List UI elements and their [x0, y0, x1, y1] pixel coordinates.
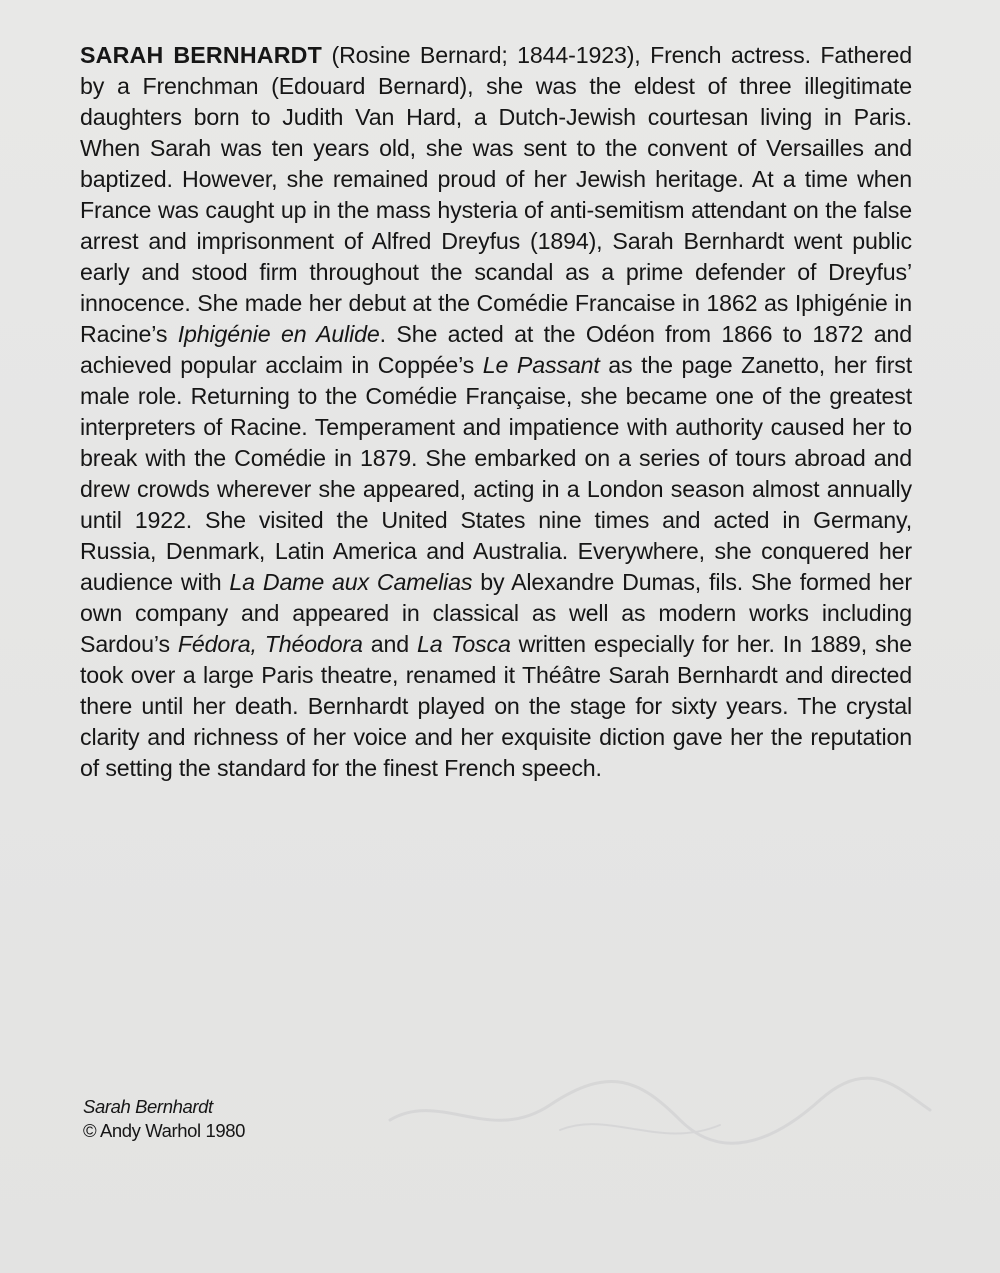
- bio-segment: by Alexandre Dumas, fils. She formed her own company and appeared in classical as well as modern works including Sardou’s: [80, 569, 912, 657]
- caption-credit: © Andy Warhol 1980: [83, 1120, 246, 1141]
- work-title: Fédora, Théodora: [177, 631, 363, 657]
- subject-name: SARAH BERNHARDT: [80, 42, 322, 68]
- bio-segment: and: [362, 631, 417, 657]
- bio-segment: . She acted at the Odéon from 1866 to 1872 and achieved popular acclaim in Coppée’s: [80, 321, 912, 378]
- work-title: La Tosca: [416, 631, 511, 657]
- bio-segment: (Rosine Bernard; 1844-1923), French actress. Fathered by a Frenchman (Edouard Bernard), she was the eldest of three illegitimate daughters born to Judith Van Hard, a Dutch-Jewish courtesan living in Paris. When Sarah was ten years old, she was sent to the convent of Versailles and baptized. However, she remained proud of her Jewish heritage. At a time when France was caught up in the mass hysteria of anti-semitism attendant on the false arrest and imprisonment of Alfred Dreyfus (1894), Sarah Bernhardt went public early and stood firm throughout the scandal as a prime defender of Dreyfus’ innocence. She made her debut at the Comédie Francaise in 1862 as Iphigénie in Racine’s: [80, 42, 912, 347]
- biography-text: [80, 40, 912, 784]
- faint-signature-mark: [380, 1050, 940, 1160]
- artwork-caption: [83, 1095, 245, 1143]
- work-title: La Dame aux Camelias: [229, 569, 473, 595]
- bio-segment: written especially for her. In 1889, she took over a large Paris theatre, renamed it Théâtre Sarah Bernhardt and directed there until her death. Bernhardt played on the stage for sixty years. The crystal clarity and richness of her voice and her exquisite diction gave her the reputation of setting the standard for the finest French speech.: [80, 631, 912, 781]
- work-title: Le Passant: [482, 352, 600, 378]
- work-title: Iphigénie en Aulide: [177, 321, 380, 347]
- caption-title: Sarah Bernhardt: [83, 1096, 213, 1117]
- bio-segment: as the page Zanetto, her first male role. Returning to the Comédie Française, she became one of the greatest interpreters of Racine. Temperament and impatience with authority caused her to break with the Comédie in 1879. She embarked on a series of tours abroad and drew crowds wherever she appeared, acting in a London season almost annually until 1922. She visited the United States nine times and acted in Germany, Russia, Denmark, Latin America and Australia. Everywhere, she conquered her audience with: [80, 352, 912, 595]
